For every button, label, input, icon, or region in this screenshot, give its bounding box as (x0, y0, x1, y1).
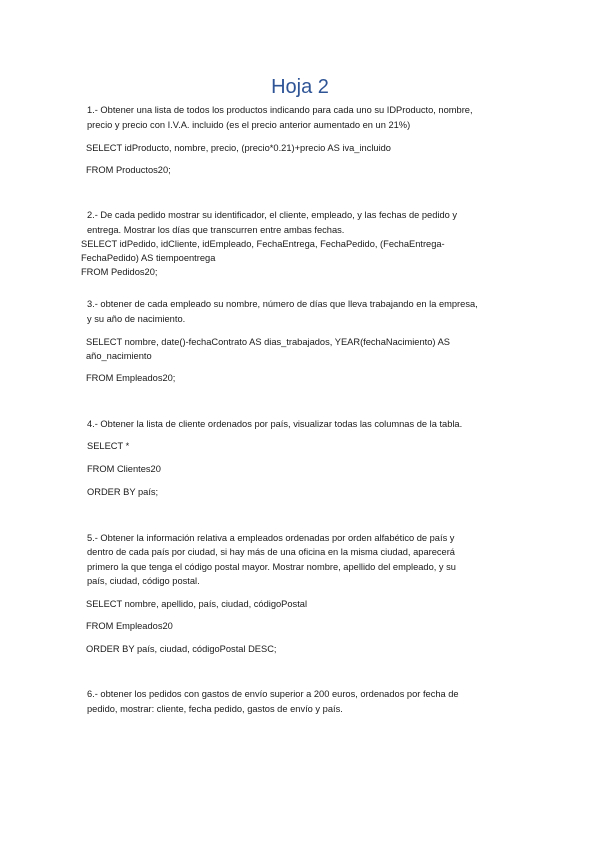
question-6-prompt-line-1: 6.- obtener los pedidos con gastos de envío superior a 200 euros, ordenados por fecha de (87, 689, 459, 699)
question-4-sql-line-1: SELECT * (87, 441, 130, 451)
question-1-sql-line-1: SELECT idProducto, nombre, precio, (precio*0.21)+precio AS iva_incluido (86, 143, 391, 153)
question-3-sql-line-3: FROM Empleados20; (86, 373, 176, 383)
question-5-prompt-line-2: dentro de cada país por ciudad, si hay más de una oficina en la misma ciudad, aparecerá (87, 547, 455, 557)
question-3-prompt-line-1: 3.- obtener de cada empleado su nombre, número de días que lleva trabajando en la empresa, (87, 299, 478, 309)
question-5-sql-line-1: SELECT nombre, apellido, país, ciudad, códigoPostal (86, 599, 308, 609)
question-4-sql-line-2: FROM Clientes20 (87, 464, 161, 474)
question-3-sql-line-2: año_nacimiento (86, 351, 152, 361)
question-2-prompt-line-1: 2.- De cada pedido mostrar su identificador, el cliente, empleado, y las fechas de pedido y (87, 210, 458, 220)
question-3-sql-line-1: SELECT nombre, date()-fechaContrato AS dias_trabajados, YEAR(fechaNacimiento) AS (86, 337, 450, 347)
question-4-prompt-line-1: 4.- Obtener la lista de cliente ordenados por país, visualizar todas las columnas de la tabla. (87, 419, 463, 429)
question-2-prompt-line-2: entrega. Mostrar los días que transcurren entre ambas fechas. (87, 225, 345, 235)
question-5-sql-line-3: ORDER BY país, ciudad, códigoPostal DESC; (86, 644, 277, 654)
question-5-sql-line-2: FROM Empleados20 (86, 621, 173, 631)
question-5-prompt-line-4: país, ciudad, código postal. (87, 576, 200, 586)
page-title: Hoja 2 (271, 76, 329, 98)
question-1-prompt-line-1: 1.- Obtener una lista de todos los productos indicando para cada uno su IDProducto, nombre, (87, 105, 473, 115)
question-4-sql-line-3: ORDER BY país; (87, 487, 159, 497)
question-2-sql-line-2: FechaPedido) AS tiempoentrega (81, 253, 216, 263)
question-1-sql-line-2: FROM Productos20; (86, 165, 171, 175)
question-2-sql-line-1: SELECT idPedido, idCliente, idEmpleado, FechaEntrega, FechaPedido, (FechaEntrega- (81, 239, 445, 249)
question-3-prompt-line-2: y su año de nacimiento. (87, 314, 186, 324)
question-6-prompt-line-2: pedido, mostrar: cliente, fecha pedido, gastos de envío y país. (87, 704, 343, 714)
question-5-prompt-line-1: 5.- Obtener la información relativa a empleados ordenadas por orden alfabético de país y (87, 533, 455, 543)
question-5-prompt-line-3: primero la que tenga el código postal mayor. Mostrar nombre, apellido del empleado, y su (87, 562, 456, 572)
question-2-sql-line-3: FROM Pedidos20; (81, 267, 158, 277)
question-1-prompt-line-2: precio y precio con I.V.A. incluido (es el precio anterior aumentado en un 21%) (87, 120, 411, 130)
